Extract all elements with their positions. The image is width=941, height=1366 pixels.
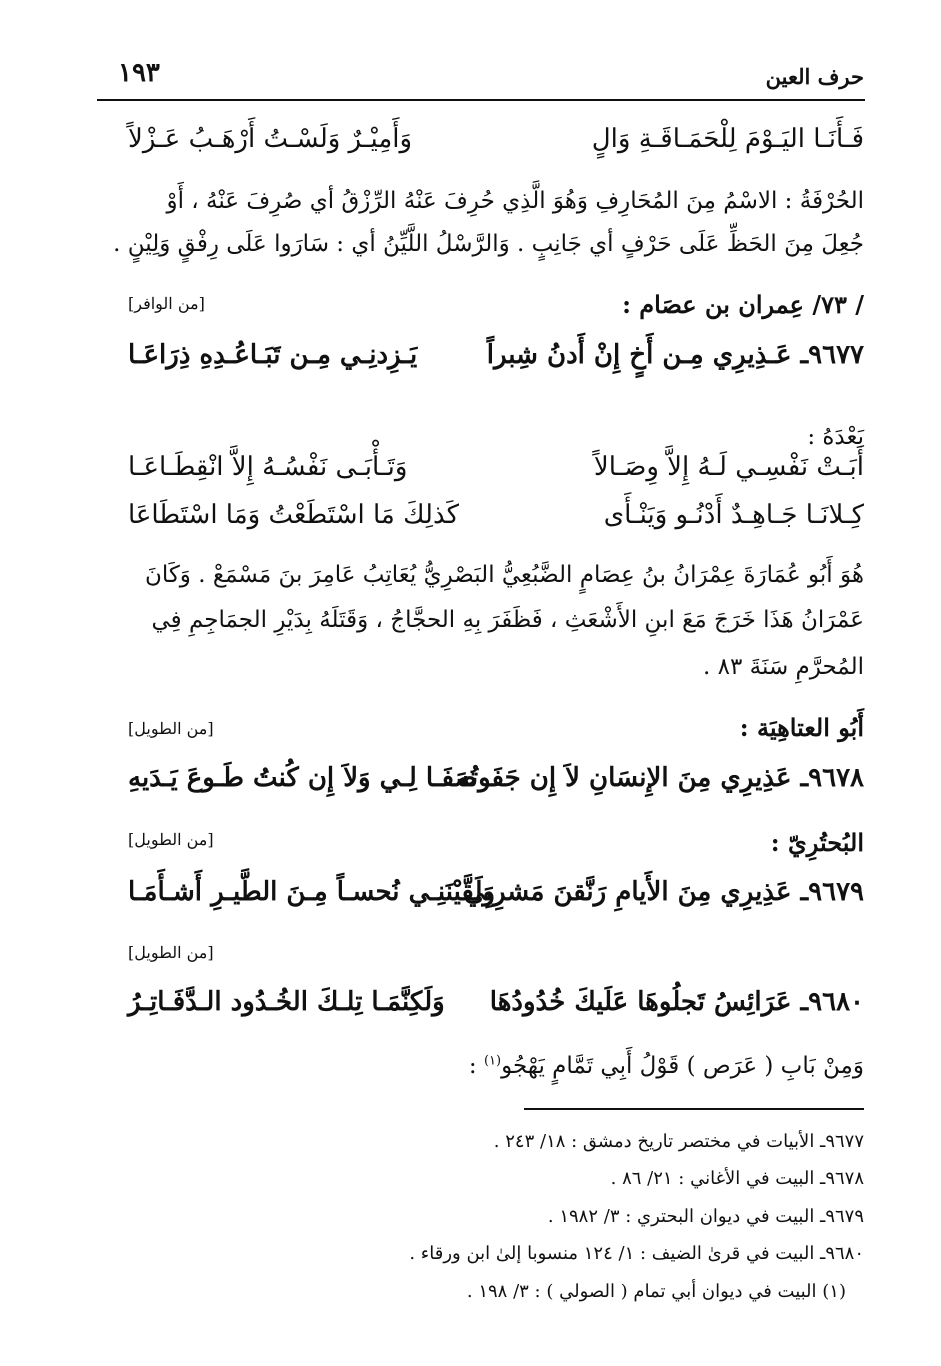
- verse-9680-left: وَلَكِنَّمَـا تِلـكَ الخُـدُود الـدَّفَـاتِـرُ: [128, 987, 445, 1017]
- verse-9678-left: صَفَـا لِـي وَلاَ إِن كُنتُ طَـوعَ يَـدَيهِ: [128, 763, 477, 793]
- poet-heading-atahiya: أَبُو العتاهِيَة :: [739, 713, 864, 742]
- footnote-9679: ٩٦٧٩ـ البيت في ديوان البحتري : ٣/ ١٩٨٢ .: [547, 1206, 864, 1227]
- footnote-9677: ٩٦٧٧ـ الأبيات في مختصر تاريخ دمشق : ١٨/ ٢٤٣ .: [493, 1131, 864, 1152]
- footnote-ref-1: (١): [483, 1053, 502, 1069]
- verse-top-left: وَأَمِيْـرٌ وَلَسْـتُ أَرْهَـبُ عَـزْلاً: [128, 124, 413, 154]
- verse-9678-right: ٩٦٧٨ـ عَذِيرِي مِنَ الإِنسَانِ لاَ إِن جَفَوتُه: [456, 763, 864, 793]
- bab-line: [469, 1053, 864, 1079]
- poet-heading-buhturi: البُحتُرِيّ :: [770, 828, 864, 857]
- bio-line-2: عَمْرَانُ هَذَا خَرَجَ مَعَ ابنِ الأَشْعَثِ ، فَظَفَرَ بِهِ الحجَّاجُ ، وَقَتَلَهُ بِدَيْرِ الجمَاجِمِ فِي: [151, 607, 864, 633]
- baadahu-label: بَعْدَهُ :: [807, 424, 864, 450]
- verse-top-right: فَـأَنَـا اليَـوْمَ لِلْحَمَـاقَـةِ وَالٍ: [591, 124, 864, 154]
- meter-label-tawil-1: [من الطويل]: [128, 719, 214, 738]
- bio-line-3: المُحرَّمِ سَنَةَ ٨٣ .: [703, 654, 864, 680]
- footnote-1: (١) البيت في ديوان أبي تمام ( الصولي ) : ٣/ ١٩٨ .: [466, 1281, 846, 1302]
- verse-b-left: كَذلِكَ مَا اسْتَطَعْتُ وَمَا اسْتَطَاعَا: [128, 500, 459, 530]
- bab-line-end: :: [468, 1053, 484, 1079]
- gloss-line-1: الحُرْفَةُ : الاسْمُ مِنَ المُحَارِفِ وَهُوَ الَّذِي حُرِفَ عَنْهُ الرِّزْقُ أي صُرِفَ عَنْهُ ، أَوْ: [166, 188, 864, 214]
- page-number: ١٩٣: [118, 58, 160, 88]
- footnote-9680: ٩٦٨٠ـ البيت في قرىٰ الضيف : ١/ ١٢٤ منسوبا إلىٰ ابن ورقاء .: [409, 1243, 864, 1264]
- verse-a-right: أَبَـتْ نَفْسِـي لَـهُ إِلاَّ وِصَـالاً: [593, 452, 864, 482]
- footnote-9678: ٩٦٧٨ـ البيت في الأغاني : ٢١/ ٨٦ .: [610, 1168, 864, 1189]
- meter-label-tawil-3: [من الطويل]: [128, 943, 214, 962]
- verse-b-right: كِـلانَـا جَـاهِـدٌ أَدْنُـو وَيَنْـأَى: [603, 500, 864, 530]
- verse-9680-right: ٩٦٨٠ـ عَرَائِسُ تَجلُوهَا عَلَيكَ خُدُودُهَا: [489, 987, 864, 1017]
- bio-line-1: هُوَ أَبُو عُمَارَةَ عِمْرَانُ بنُ عِصَامٍ الضَّبُعِيُّ البَصْرِيُّ يُعَاتِبُ عَامِرَ بنَ مَسْمَعْ . وَكَانَ: [144, 562, 864, 588]
- verse-9677-right: ٩٦٧٧ـ عَـذِيرِي مِـن أَخٍ إِنْ أَدنُ شِبراً: [486, 340, 864, 370]
- poet-heading-imran: / ٧٣/ عِمران بن عصَام :: [622, 290, 864, 319]
- meter-label-wafir: [من الوافر]: [128, 294, 205, 313]
- footnote-rule: [524, 1108, 864, 1110]
- header-rule: [97, 99, 865, 101]
- verse-9679-left: وَلَقَّيْنَنِـي نُحسـاً مِـنَ الطَّيـرِ أَشـأَمَـا: [128, 877, 496, 907]
- verse-9677-left: يَـزِدنِـي مِـن تَبَـاعُـدِهِ ذِرَاعَـا: [128, 340, 418, 370]
- verse-a-left: وَتَـأْبَـى نَفْسُـهُ إِلاَّ انْقِطَـاعَـا: [128, 452, 408, 482]
- chapter-title: حرف العين: [765, 64, 864, 89]
- meter-label-tawil-2: [من الطويل]: [128, 830, 214, 849]
- gloss-line-2: جُعِلَ مِنَ الحَظِّ عَلَى حَرْفٍ أي جَانِبٍ . وَالرَّسْلُ اللَّيِّنُ أي : سَارَوا عَلَى رِفْقٍ وَلِيْنٍ .: [113, 231, 864, 257]
- bab-line-text: وَمِنْ بَابِ ( عَرَص ) قَوْلُ أَبِي تَمَّامٍ يَهْجُو: [501, 1053, 864, 1079]
- verse-9679-right: ٩٦٧٩ـ عَذِيرِي مِنَ الأَيامِ رَنَّقنَ مَشرِبِي: [464, 877, 864, 907]
